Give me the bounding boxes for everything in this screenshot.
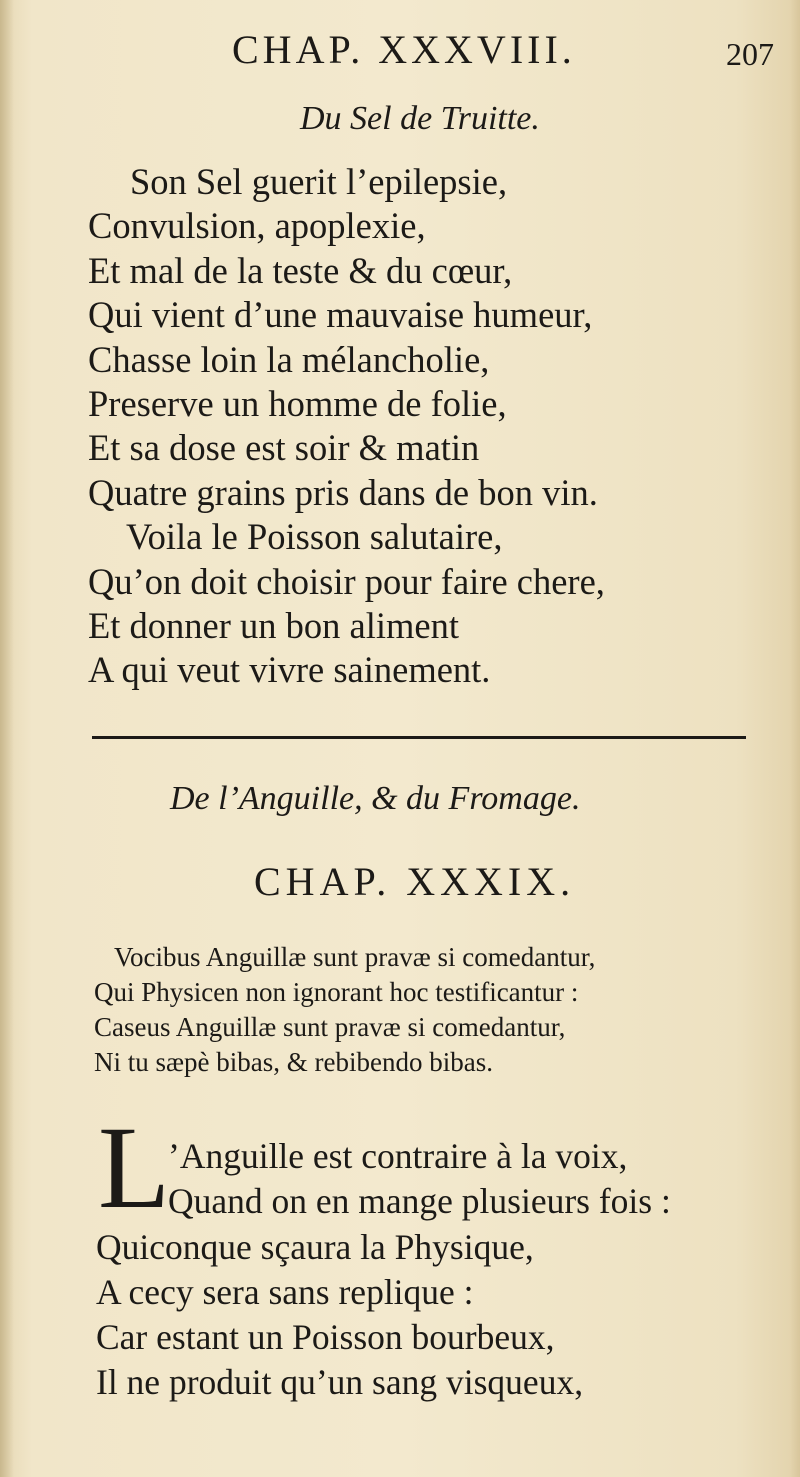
- verse-line: Il ne produit qu’un sang visqueux,: [96, 1362, 584, 1403]
- running-head: CHAP. XXXVIII.: [232, 27, 576, 72]
- verse-line: ’Anguille est contraire à la voix,: [168, 1136, 628, 1176]
- page-gutter-shadow: [0, 0, 14, 1477]
- verse-line: Quand on en mange plusieurs fois :: [168, 1181, 671, 1222]
- verse-line: A cecy sera sans replique :: [96, 1271, 474, 1312]
- verse-line: Quatre grains pris dans de bon vin.: [88, 471, 598, 513]
- verse-line: Son Sel guerit l’epilepsie,: [130, 161, 508, 202]
- page-number: 207: [726, 36, 774, 72]
- verse-line: Et mal de la teste & du cœur,: [88, 249, 513, 291]
- latin-line: Caseus Anguillæ sunt pravæ si comedantur,: [94, 1012, 566, 1042]
- verse-line: Qu’on doit choisir pour faire chere,: [88, 560, 605, 602]
- chapter-heading: CHAP. XXXIX.: [254, 859, 576, 904]
- verse-trout-salt: [88, 160, 778, 693]
- verse-line: Car estant un Poisson bourbeux,: [96, 1317, 555, 1358]
- verse-line: A qui veut vivre sainement.: [88, 649, 491, 691]
- verse-line: Et sa dose est soir & matin: [88, 427, 480, 469]
- section-subheading: Du Sel de Truitte.: [300, 100, 540, 137]
- latin-line: Vocibus Anguillæ sunt pravæ si comedantur,: [114, 942, 596, 972]
- section-title: De l’Anguille, & du Fromage.: [170, 780, 581, 817]
- page-header: [0, 22, 800, 82]
- latin-epigraph: [94, 940, 794, 1080]
- drop-cap: L: [98, 1102, 171, 1233]
- verse-eel: [96, 1134, 796, 1406]
- verse-line: Quiconque sçaura la Physique,: [96, 1226, 534, 1267]
- latin-line: Ni tu sæpè bibas, & rebibendo bibas.: [94, 1047, 493, 1077]
- verse-line: Et donner un bon aliment: [88, 605, 460, 647]
- verse-line: Chasse loin la mélancholie,: [88, 338, 490, 380]
- verse-line: Preserve un homme de folie,: [88, 383, 507, 425]
- verse-line: Qui vient d’une mauvaise humeur,: [88, 294, 593, 336]
- section-divider: [92, 736, 746, 739]
- verse-line: Voila le Poisson salutaire,: [126, 516, 503, 558]
- verse-line: Convulsion, apoplexie,: [88, 205, 426, 247]
- latin-line: Qui Physicen non ignorant hoc testificantur :: [94, 977, 579, 1007]
